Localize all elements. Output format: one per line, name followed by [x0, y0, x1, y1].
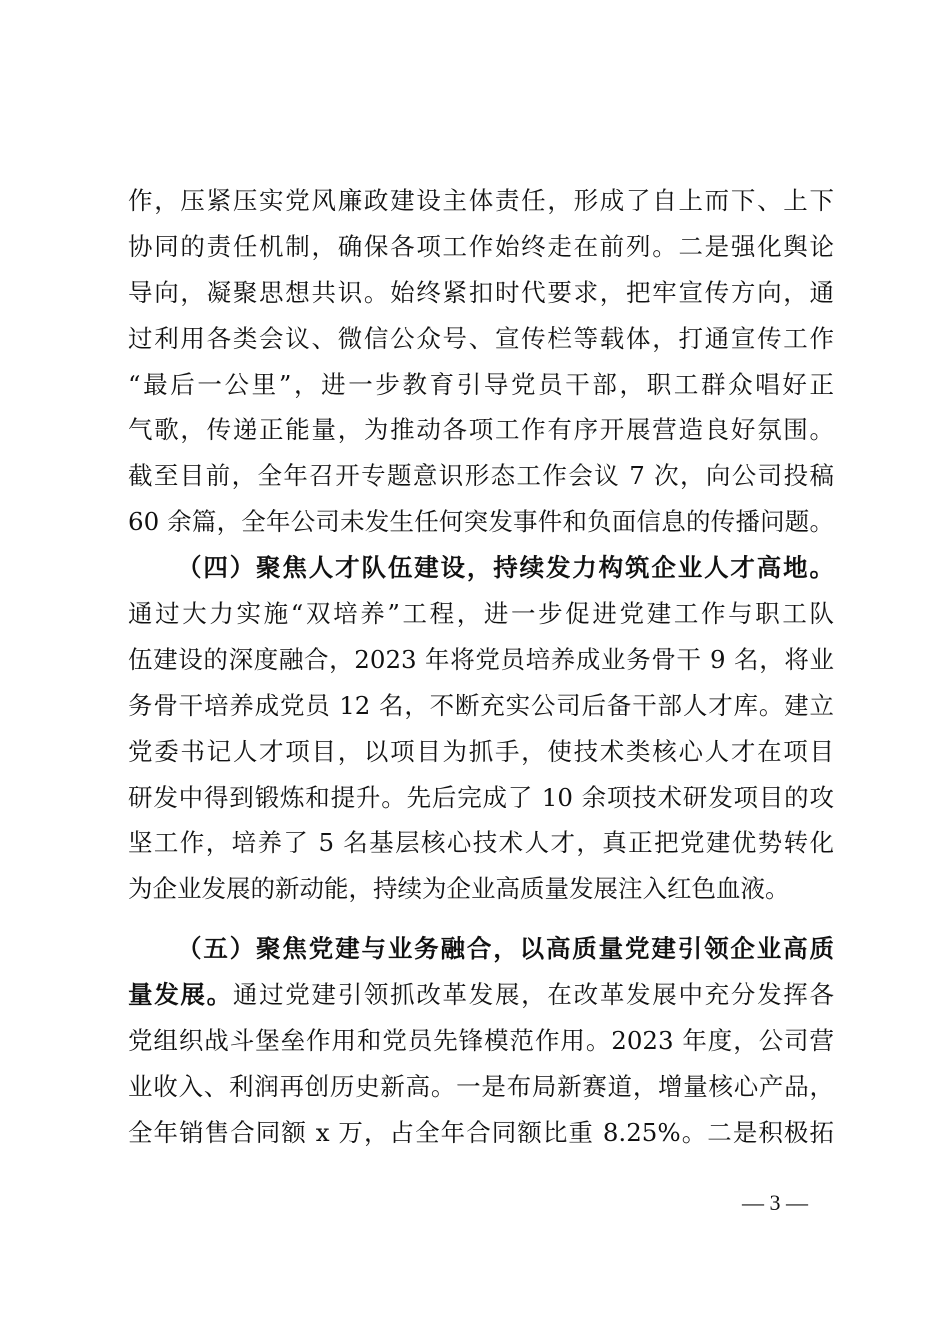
text-line: 协同的责任机制，确保各项工作始终走在前列。二是强化舆论 [128, 231, 834, 261]
section-five-heading-end: 量发展。 [128, 980, 233, 1010]
text-line: 业收入、利润再创历史新高。一是布局新赛道，增量核心产品， [128, 1071, 834, 1101]
section-four-heading: （四）聚焦人才队伍建设，持续发力构筑企业人才高地。 [177, 553, 834, 583]
section-five [128, 926, 834, 1155]
section-five-heading: （五）聚焦党建与业务融合，以高质量党建引领企业高质 [177, 934, 834, 964]
text-line: 坚工作，培养了 5 名基层核心技术人才，真正把党建优势转化 [128, 828, 834, 858]
text-line: 党组织战斗堡垒作用和党员先锋模范作用。2023 年度，公司营 [128, 1026, 834, 1056]
text-line: 党委书记人才项目，以项目为抓手，使技术类核心人才在项目 [128, 736, 834, 766]
text-line-mixed [128, 972, 834, 1018]
text-line: 为企业发展的新动能，持续为企业高质量发展注入红色血液。 [128, 874, 790, 904]
section-five-text-start: 通过党建引领抓改革发展，在改革发展中充分发挥各 [232, 980, 835, 1010]
text-line: “最后一公里”，进一步教育引导党员干部，职工群众唱好正 [128, 369, 834, 399]
text-line: 研发中得到锻炼和提升。先后完成了 10 余项技术研发项目的攻 [128, 782, 834, 812]
text-line: 截至目前，全年召开专题意识形态工作会议 7 次，向公司投稿 [128, 461, 834, 491]
text-line: 过利用各类会议、微信公众号、宣传栏等载体，打通宣传工作 [128, 323, 834, 353]
text-line: 导向，凝聚思想共识。始终紧扣时代要求，把牢宣传方向，通 [128, 277, 834, 307]
page-number: — 3 — [742, 1190, 808, 1215]
text-line: 伍建设的深度融合，2023 年将党员培养成业务骨干 9 名，将业 [128, 644, 834, 674]
text-line: 气歌，传递正能量，为推动各项工作有序开展营造良好氛围。 [128, 415, 834, 445]
text-line: 通过大力实施“双培养”工程，进一步促进党建工作与职工队 [128, 599, 834, 629]
body-text [128, 178, 834, 1156]
paragraph-continuation [128, 178, 834, 545]
paragraph-gap [128, 912, 834, 926]
section-four [128, 545, 834, 912]
text-line: 60 余篇，全年公司未发生任何突发事件和负面信息的传播问题。 [128, 507, 834, 537]
text-line: 全年销售合同额 x 万，占全年合同额比重 8.25%。二是积极拓 [128, 1117, 834, 1147]
text-line: 务骨干培养成党员 12 名，不断充实公司后备干部人才库。建立 [128, 690, 834, 720]
text-line: 作，压紧压实党风廉政建设主体责任，形成了自上而下、上下 [128, 186, 834, 215]
